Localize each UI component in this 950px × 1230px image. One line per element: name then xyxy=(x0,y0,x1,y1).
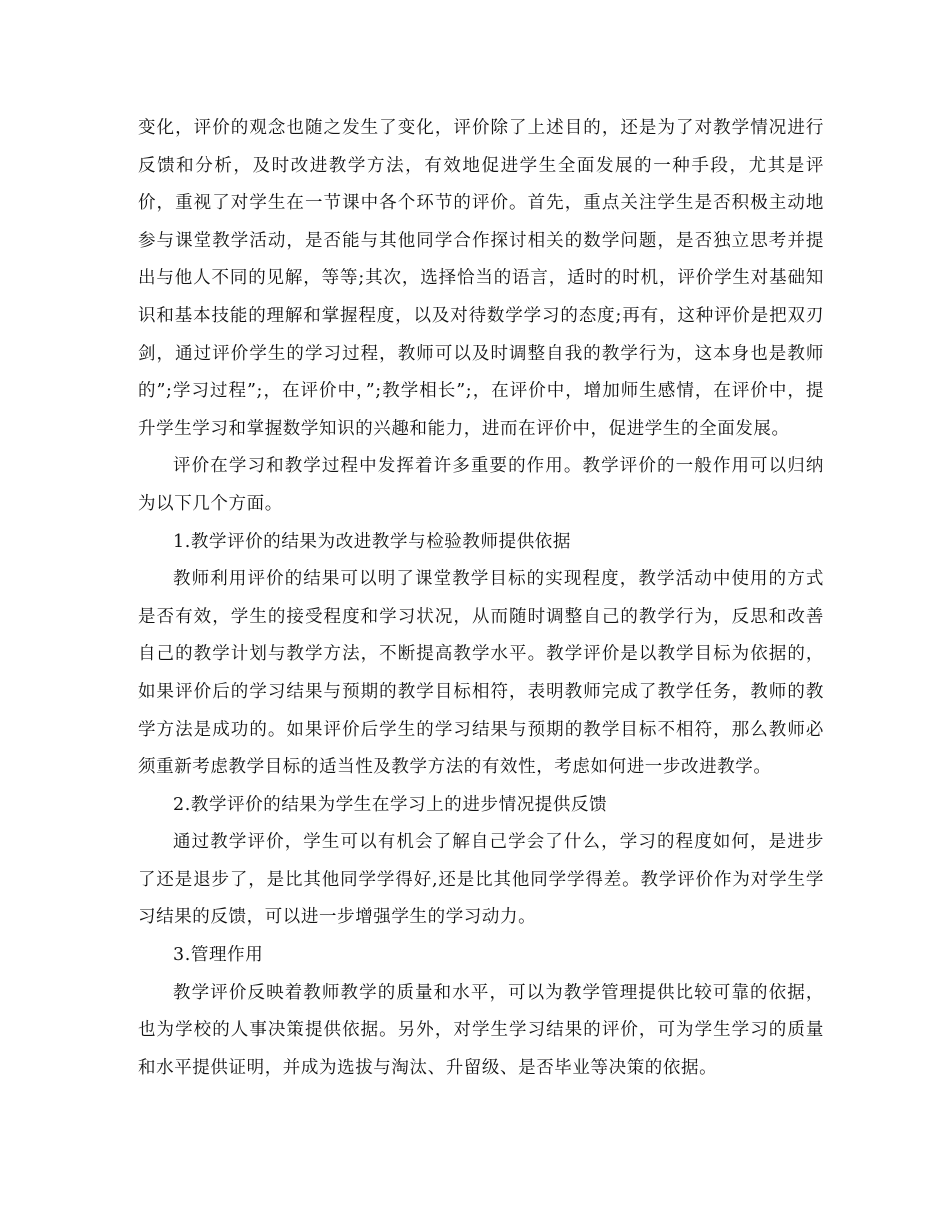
section-heading-1: 1.教学评价的结果为改进教学与检验教师提供依据 xyxy=(173,531,571,552)
section-heading-2: 2.教学评价的结果为学生在学习上的进步情况提供反馈 xyxy=(173,794,608,815)
paragraph-section-1: 教师利用评价的结果可以明了课堂教学目标的实现程度，教学活动中使用的方式是否有效，学生的接受程度和学习状况，从而随时调整自己的教学行为，反思和改善自己的教学计划与教学方法，不断提高教学水平。教学评价是以教学目标为依据的，如果评价后的学习结果与预期的教学目标相符，表明教师完成了教学任务，教师的教学方法是成功的。如果评价后学生的学习结果与预期的教学目标不相符，那么教师必须重新考虑教学目标的适当性及教学方法的有效性，考虑如何进一步改进教学。 xyxy=(138,569,824,778)
paragraph-intro: 评价在学习和教学过程中发挥着许多重要的作用。教学评价的一般作用可以归纳为以下几个方面。 xyxy=(138,456,824,514)
paragraph-section-2: 通过教学评价，学生可以有机会了解自己学会了什么，学习的程度如何，是进步了还是退步了，是比其他同学学得好,还是比其他同学学得差。教学评价作为对学生学习结果的反馈，可以进一步增强学生的学习动力。 xyxy=(138,832,824,928)
paragraph-continuation: 变化，评价的观念也随之发生了变化，评价除了上述目的，还是为了对教学情况进行反馈和分析，及时改进教学方法，有效地促进学生全面发展的一种手段，尤其是评价，重视了对学生在一节课中各个环节的评价。首先，重点关注学生是否积极主动地参与课堂教学活动，是否能与其他同学合作探讨相关的数学问题，是否独立思考并提出与他人不同的见解，等等;其次，选择恰当的语言，适时的时机，评价学生对基础知识和基本技能的理解和掌握程度，以及对待数学学习的态度;再有，这种评价是把双刃剑，通过评价学生的学习过程，教师可以及时调整自我的教学行为，这本身也是教师的”;学习过程”;，在评价中，”;教学相长”;，在评价中，增加师生感情，在评价中，提升学生学习和掌握数学知识的兴趣和能力，进而在评价中，促进学生的全面发展。 xyxy=(138,118,824,439)
paragraph-section-3: 教学评价反映着教师教学的质量和水平，可以为教学管理提供比较可靠的依据，也为学校的人事决策提供依据。另外，对学生学习结果的评价，可为学生学习的质量和水平提供证明，并成为选拔与淘汰、升留级、是否毕业等决策的依据。 xyxy=(138,982,824,1078)
document-body xyxy=(138,110,824,1087)
section-heading-3: 3.管理作用 xyxy=(173,945,264,966)
